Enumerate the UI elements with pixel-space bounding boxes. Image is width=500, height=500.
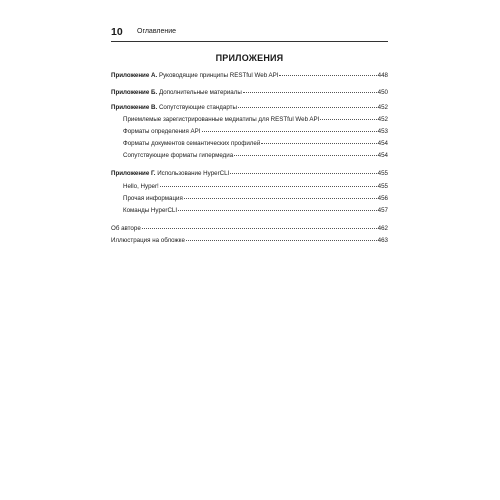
toc-entry-page: 454 [377,140,388,147]
toc-entry-page: 455 [377,170,388,177]
toc-entry-title: Сопутствующие форматы гипермедиа [123,152,234,159]
toc-dot-leader [261,143,376,144]
toc-dot-leader [238,107,377,108]
toc-entry-label [123,116,319,124]
toc-entry [111,225,388,233]
toc-entry [123,152,388,160]
section-title: ПРИЛОЖЕНИЯ [215,53,284,63]
toc-dot-leader [160,186,377,187]
toc-entry-title: Hello, Hyper! [123,183,159,190]
running-title: Оглавление [137,28,177,35]
toc-dot-leader [320,119,376,120]
toc-entry-page: 448 [377,72,388,79]
toc-entry [111,104,388,112]
toc-entry-prefix: Приложение Б. [111,89,158,96]
toc-entry-label [111,170,229,178]
toc-entry-prefix: Приложение Г. [111,170,156,177]
toc-entry [111,237,388,245]
toc-entry-label [123,183,159,191]
toc-entry-title: Форматы определения API [123,128,201,135]
toc-entry-label [111,72,278,80]
toc-entry-label [111,104,237,112]
toc-entry [123,116,388,124]
toc-entry-title: Руководящие принципы RESTful Web API [158,72,279,79]
toc-entry-title: Команды HyperCLI [123,207,178,214]
toc-entry-title: Иллюстрация на обложке [111,237,185,244]
toc-dot-leader [230,173,376,174]
toc-entry-label [123,207,177,215]
toc-entry-page: 456 [377,195,388,202]
toc-dot-leader [184,198,377,199]
toc-entry-label [123,152,233,160]
toc-entry-prefix: Приложение В. [111,104,158,111]
toc-dot-leader [234,155,376,156]
toc-entry [111,89,388,97]
toc-entry-label [123,128,201,136]
toc-entry-title: Об авторе [111,225,141,232]
toc-entry [111,170,388,178]
toc-dot-leader [279,75,376,76]
toc-entry-label [111,225,141,233]
toc-dot-leader [186,240,377,241]
page-number: 10 [111,26,123,38]
toc-entry [123,183,388,191]
toc-entry-title: Использование HyperCLI [157,170,230,177]
toc-entry-title: Сопутствующие стандарты [158,104,237,111]
toc-entry-title: Форматы документов семантических профилей [123,140,261,147]
toc-entry-title: Прочая информация [123,195,183,202]
toc-entry-label [111,89,242,97]
running-header [111,27,388,42]
toc-entry-label [123,140,260,148]
toc-entry-page: 452 [377,104,388,111]
toc-dot-leader [142,228,377,229]
toc-entry-page: 455 [377,183,388,190]
toc-entry [111,72,388,80]
toc-entry-page: 463 [377,237,388,244]
toc-entry-page: 450 [377,89,388,96]
toc-dot-leader [178,210,377,211]
toc-entry-page: 452 [377,116,388,123]
toc-entry-page: 462 [377,225,388,232]
toc-entry [123,128,388,136]
toc-entry [123,207,388,215]
toc-entry-label [111,237,185,245]
toc-entry [123,140,388,148]
toc-entry-page: 453 [377,128,388,135]
toc-entry [123,195,388,203]
toc-entry-page: 457 [377,207,388,214]
toc-entry-title: Приемлемые зарегистрированные медиатипы для RESTful Web API [123,116,320,123]
toc-dot-leader [243,92,377,93]
toc-entry-label [123,195,183,203]
toc-entry-prefix: Приложение А. [111,72,158,79]
toc-entry-title: Дополнительные материалы [158,89,242,96]
toc-entry-page: 454 [377,152,388,159]
toc-dot-leader [202,131,377,132]
